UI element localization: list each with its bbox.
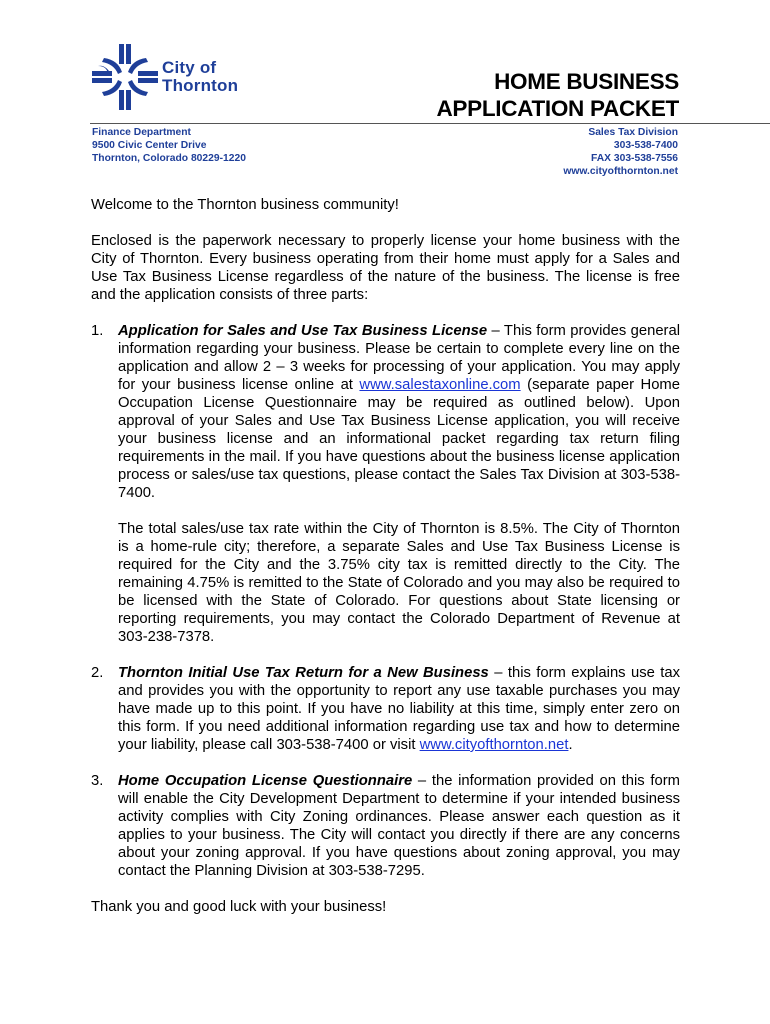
address-line: 9500 Civic Center Drive xyxy=(92,140,207,151)
contact-line: FAX 303-538-7556 xyxy=(590,153,678,164)
salestaxonline-link[interactable]: www.salestaxonline.com xyxy=(359,377,521,393)
logo-wordmark xyxy=(162,59,238,95)
intro-paragraph: Enclosed is the paperwork necessary to properly license your home business with the City of Thornton. Every business operating from their home must apply for a Sales and Use Tax Business License regardless of the nature of the business. The license is free and the application consists of three parts: xyxy=(91,233,680,303)
contact-line: Sales Tax Division xyxy=(588,127,678,138)
finance-department-address xyxy=(92,126,246,165)
cityofthornton-link[interactable]: www.cityofthornton.net xyxy=(419,737,569,753)
item-1-paragraph-2: The total sales/use tax rate within the City of Thornton is 8.5%. The City of Thornton is a home-rule city; therefore, a separate Sales and Use Tax Business License is required for the City and the 3.75% city tax is remitted directly to the City. The remaining 4.75% is remitted to the State of Colorado and you may also be required to be licensed with the State of Colorado. For questions about State licensing or reporting requirements, you may contact the Colorado Department of Revenue at 303-238-7378. xyxy=(118,521,680,645)
item-2-title: Thornton Initial Use Tax Return for a New Business xyxy=(118,665,489,681)
item-1-text-a: – This form provides general information regarding your business. Please be certain to complete every line on the application and allow 2 – 3 weeks for processing of your application. You may apply for your business license online at xyxy=(118,323,680,393)
header-divider xyxy=(90,123,770,124)
greeting: Welcome to the Thornton business community! xyxy=(91,197,399,213)
greeting-block xyxy=(91,196,680,214)
list-number: 3. xyxy=(91,773,104,789)
intro-block xyxy=(91,232,680,304)
item-2-text-b: . xyxy=(568,737,573,753)
list-item-3 xyxy=(91,772,680,880)
contact-line: 303-538-7400 xyxy=(613,140,678,151)
logo-line-2: Thornton xyxy=(162,76,239,95)
list-number: 1. xyxy=(91,323,104,339)
website-link[interactable]: www.cityofthornton.net xyxy=(563,166,678,177)
closing-line: Thank you and good luck with your business! xyxy=(91,899,387,915)
city-of-thornton-logo-icon xyxy=(90,42,160,112)
item-1-text-b: (separate paper Home Occupation License Questionnaire may be required as outlined below). Upon approval of your Sales and Use Tax Business License application, you will receive your business license and an informational packet regarding tax return filing requirements in the mail. If you have questions about the business license application process or sales/use tax questions, please contact the Sales Tax Division at 303-538-7400. xyxy=(118,377,680,501)
title-line-2: APPLICATION PACKET xyxy=(436,96,679,121)
item-1-title: Application for Sales and Use Tax Business License xyxy=(118,323,488,339)
item-3-text-a: – the information provided on this form will enable the City Development Department to determine if your intended business activity complies with City Zoning ordinances. Please answer each question as it applies to your business. The City will contact you directly if there are any concerns about your zoning approval. If you have questions about zoning approval, you may contact the Planning Division at 303-538-7295. xyxy=(118,773,680,879)
address-line: Thornton, Colorado 80229-1220 xyxy=(92,153,246,164)
item-1-text xyxy=(118,322,680,502)
item-2-text xyxy=(118,664,680,754)
item-2-text-a: – this form explains use tax and provides you with the opportunity to report any use taxable purchases you may have made up to this point. If you have no liability at this time, simply enter zero on this form. If you need additional information regarding use tax and how to determine your liability, please call 303-538-7400 or visit xyxy=(118,665,680,753)
item-3-text xyxy=(118,772,680,880)
item-3-title: Home Occupation License Questionnaire xyxy=(118,773,413,789)
address-line: Finance Department xyxy=(92,127,191,138)
title-line-1: HOME BUSINESS xyxy=(494,69,679,94)
page-title xyxy=(436,68,679,122)
list-number: 2. xyxy=(91,665,104,681)
logo-line-1: City of xyxy=(162,58,217,77)
list-item-2 xyxy=(91,664,680,754)
sales-tax-division-contact xyxy=(563,126,678,178)
closing-block xyxy=(91,898,680,916)
list-item-1 xyxy=(91,322,680,646)
